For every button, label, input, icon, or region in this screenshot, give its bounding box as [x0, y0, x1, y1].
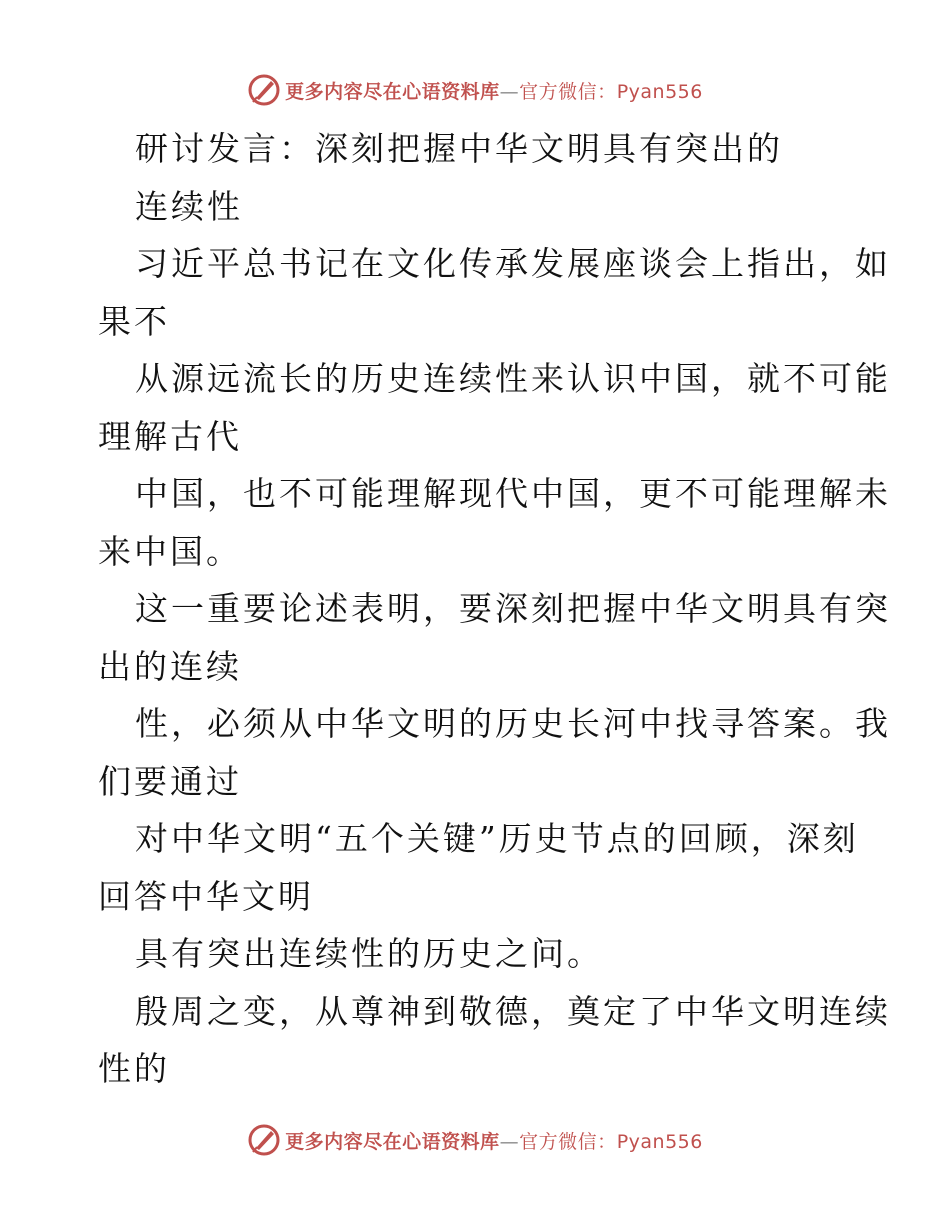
text-line: 性的 — [98, 1049, 170, 1088]
text-line: 殷周之变，从尊神到敬德，奠定了中华文明连续 — [135, 991, 891, 1031]
text-line: 出的连续 — [98, 646, 242, 686]
text-line: 性，必须从中华文明的历史长河中找寻答案。我 — [135, 704, 891, 743]
text-line: 回答中华文明 — [98, 876, 314, 916]
header-watermark — [0, 70, 950, 110]
watermark-main: 更多内容尽在心语资料库 — [285, 80, 500, 103]
text-line: 理解古代 — [98, 416, 242, 456]
watermark-wechat-id: Pyan556 — [616, 80, 703, 103]
text-line: 果不 — [98, 301, 170, 341]
watermark-text — [285, 77, 703, 104]
watermark-tail: 官方微信： — [519, 1130, 617, 1153]
text-line: 具有突出连续性的历史之问。 — [135, 934, 603, 973]
watermark-tail: 官方微信： — [519, 80, 617, 103]
watermark-separator: — — [499, 80, 520, 103]
text-line: 习近平总书记在文化传承发展座谈会上指出，如 — [135, 244, 891, 283]
title-line: 研讨发言：深刻把握中华文明具有突出的 — [135, 129, 783, 168]
document-body — [98, 120, 891, 1098]
quill-logo-icon — [247, 73, 281, 107]
quill-logo-icon — [247, 1123, 281, 1157]
watermark-main: 更多内容尽在心语资料库 — [285, 1130, 500, 1153]
title-line: 连续性 — [135, 186, 243, 226]
text-line: 中国，也不可能理解现代中国，更不可能理解未 — [135, 474, 891, 513]
footer-watermark — [0, 1120, 950, 1160]
text-line: 来中国。 — [98, 531, 242, 571]
text-line: 这一重要论述表明，要深刻把握中华文明具有突 — [135, 589, 891, 628]
watermark-wechat-id: Pyan556 — [616, 1130, 703, 1153]
watermark-text — [285, 1127, 703, 1154]
watermark-separator: — — [499, 1130, 520, 1153]
text-line: 从源远流长的历史连续性来认识中国，就不可能 — [135, 359, 891, 398]
text-line: 们要通过 — [98, 761, 242, 801]
text-line: 对中华文明“五个关键”历史节点的回顾，深刻 — [135, 819, 859, 858]
